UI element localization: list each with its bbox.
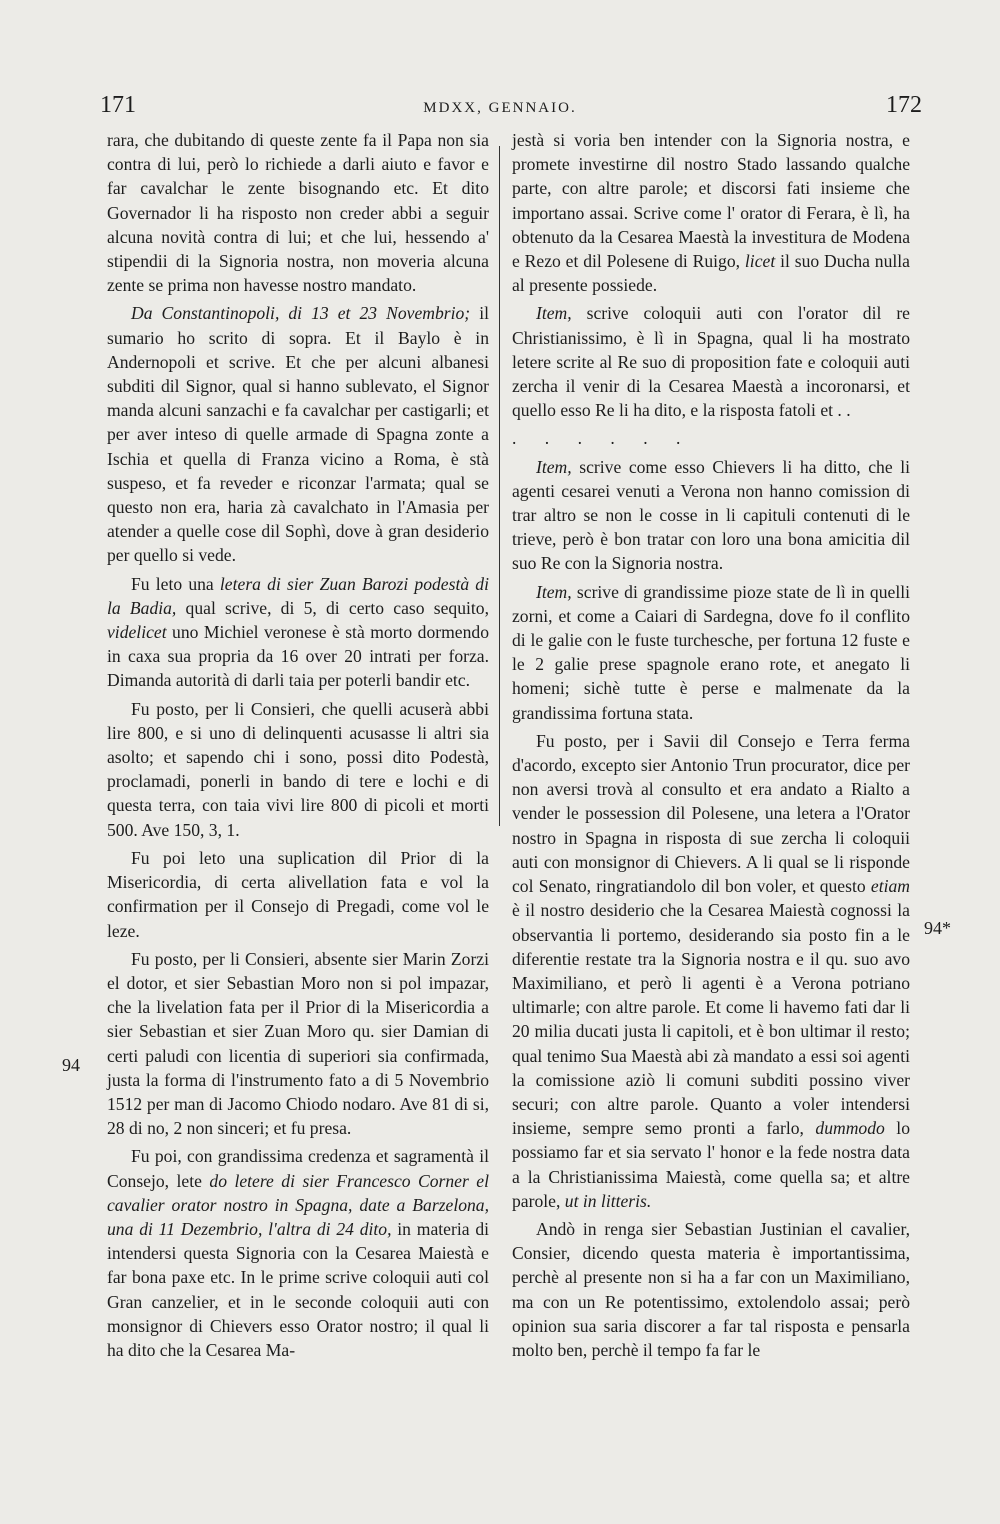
- paragraph: Fu posto, per li Consieri, absente sier Marin Zorzi el dotor, et sier Sebastian Moro non si pol impazar, che la livelation fata per il Prior di la Misericordia a sier Sebastian et sier Zuan Moro qu. sier Damian di certi paludi con licentia di superiori sia confirmada, justa la forma di l'instrumento fato a di 5 Novembrio 1512 per man di Jacomo Chiodo nodaro. Ave 81 di si, 28 di no, 2 non sinceri; et fu presa.: [107, 948, 489, 1139]
- paragraph: Item, scrive coloquii auti con l'orator dil re Christianissimo, è lì in Spagna, qual li ha mostrato letere scrite al Re suo di proposition fate e coloquii auti zercha il venir di la Cesarea Maestà a incoronarsi, et quello esso Re li ha dito, e la risposta fatoli et . .: [512, 303, 910, 421]
- paragraph: jestà si voria ben intender con la Signoria nostra, e promete investirne dil nostro Stado lassando qualche parte, con altre parole; et discorsi fati insieme che importano assai. Scrive come l' orator di Ferara, è lì, ha obtenuto da la Cesarea Maestà la investitura de Modena e Rezo et dil Polesene di Ruigo, licet il suo Ducha nulla al presente possiede.: [512, 130, 910, 296]
- paragraph: Item, scrive come esso Chievers li ha ditto, che li agenti cesarei venuti a Verona non hanno comission di trar altro se non le cosse in li capituli contenuti di le trieve, però è bon tratar con loro una bona amicitia dil suo Re con la Signoria nostra.: [512, 456, 910, 574]
- paragraph: Fu poi, con grandissima credenza et sagramentà il Consejo, lete do letere di sier Francesco Corner el cavalier orator nostro in Spagna, date a Barzelona, una di 11 Dezembrio, l'altra di 24 dito, in materia di intendersi questa Signoria con la Cesarea Maiestà e far bona paxe etc. In le prime scrive coloquii auti col Gran canzelier, et in le seconde coloquii auti con monsignor di Chievers esso Orator nostro; il qual li ha dito che la Cesarea Ma-: [107, 1146, 490, 1360]
- paragraph: Fu poi leto una suplication dil Prior di la Misericordia, di certa alivellation fata e vol la confirmation per il Consejo di Pregadi, come vol le leze.: [107, 847, 489, 941]
- italic-heading: Da Constantinopoli, di 13 et 23 Novembrio;: [131, 303, 471, 324]
- paragraph: Fu posto, per i Savii dil Consejo e Terra ferma d'acordo, excepto sier Antonio Trun procurator, dice per non aversi trovà al consulto et era andato a Rialto a vender le possession dil Polesene, una letera a l'Orator nostro in Spagna in risposta di sue zercha li coloquii auti con monsignor di Chievers. A li qual se li risponde col Senato, ringratiandolo dil bon voler, et questo etiam è il nostro desiderio che la Cesarea Maiestà cognossi la observantia li portemo, desiderando sia posto fin a le diferentie restate tra la Signoria nostra e il qu. suo avo Maximiliano, et però li agenti è a Verona potriano ultimarle; con altre parole. Et come li havemo fati dar li 20 milia ducati justa li capitoli, et è bon ultimar il resto; qual tenimo Sua Maestà abi zà mandato a essi soi agenti la comissione aziò li comuni subditi possino viver securi; con altre parole. Quanto a voler intendersi insieme, sempre semo pronti a farlo, dummodo lo possiamo far et sia servato l' honor e la fede nostra data a la Christianissima Maiestà, come quella sa; et altre parole, ut in litteris.: [512, 730, 910, 1211]
- paragraph: Fu leto una letera di sier Zuan Barozi podestà di la Badia, qual scrive, di 5, di certo caso sequito, videlicet uno Michiel veronese è stà morto dormendo in caxa sua propria da 16 over 20 intrati per forza. Dimanda autorità di darli taia per poterli bandir etc.: [107, 573, 489, 691]
- paragraph: Item, scrive di grandissime pioze state de lì in quelli zorni, et come a Caiari di Sardegna, dove fo il conflito di le galie con le fuste turchesche, per fortuna 12 fuste e le 2 galie prese spagnole erano rote, et anegato li homeni; sichè tutte è perse e malmenate da la grandissima fortuna stata.: [512, 581, 910, 723]
- paragraph: Da Constantinopoli, di 13 et 23 Novembrio; il sumario ho scrito di sopra. Et il Baylo è in Andernopoli et scrive. Et che per alcuni albanesi subditi dil Signor, qual si hanno sublevato, el Signor manda alcuni sanzachi e fa cavalchar per castigarli; et per aver inteso di quelle armade di Spagna zonte a Ischia et quella di Franza vicino a Roma, è stà suspeso, et fa reveder e riconzar l'armata; qual se questo non era, haria zà cavalchato in l'Amasia per atender a quelle cose dil Sophì, dove à gran desiderio per quello si vede.: [107, 303, 489, 566]
- margin-note-right: 94*: [924, 918, 951, 938]
- left-column: [107, 128, 489, 1362]
- left-page-number: 171: [100, 92, 136, 118]
- running-title: MDXX, GENNAIO.: [423, 100, 577, 116]
- ellipsis-line: . . . . . .: [512, 428, 693, 449]
- paragraph: Andò in renga sier Sebastian Justinian el cavalier, Consier, dicendo questa materia è importantissima, perchè al presente non si ha a far con un Maximiliano, ma con un Re potentissimo, extolendolo assai; però opinion sua saria discorer a far tal risposta e pensarla molto ben, perchè il tempo fa far le: [512, 1218, 910, 1360]
- margin-note-left: 94: [62, 1055, 80, 1075]
- paragraph: Fu posto, per li Consieri, che quelli acuserà abbi lire 800, e si uno di delinquenti acusasse li altri sia asolto; et sapendo chi i sono, possi dito Podestà, proclamadi, ponerli in bando di tere e lochi e di questa terra, con taia vivi lire 800 di picoli et morti 500. Ave 150, 3, 1.: [107, 698, 489, 840]
- paragraph: rara, che dubitando di queste zente fa il Papa non sia contra di lui, però lo richiede a darli aiuto e favor e far cavalchar le zente bisognando etc. Et dito Governador li ha risposto non creder abbi a seguir alcuna novità contra di lui; et che lui, hessendo a' stipendii di la Signoria nostra, non moveria alcuna zente se prima non havesse nostro mandato.: [107, 130, 489, 296]
- right-column: [512, 128, 910, 1362]
- column-divider: [499, 146, 500, 826]
- right-page-number: 172: [886, 92, 922, 118]
- page-header: [0, 92, 1000, 132]
